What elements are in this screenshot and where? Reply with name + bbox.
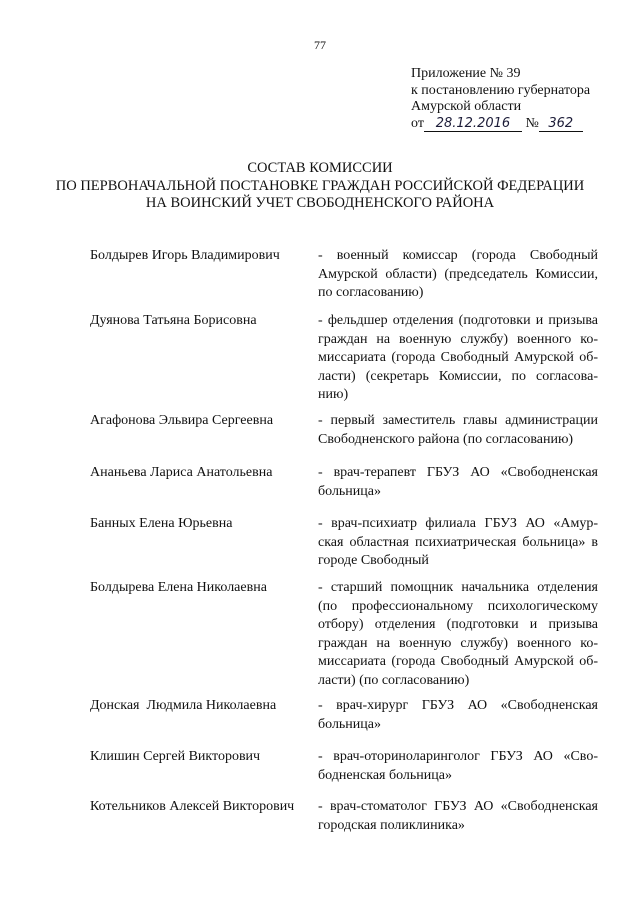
role-line: отбору) отделения (подготовки и призыва — [318, 617, 598, 632]
role-line: - фельдшер отделения (подготовки и призыва — [318, 313, 598, 328]
member-name: Болдырев Игорь Владимирович — [90, 248, 280, 263]
role-line: - старший помощник начальника отделения — [318, 580, 598, 595]
role-line: Свободненского района (по согласованию) — [318, 431, 574, 447]
role-line: городе Свободный — [318, 553, 429, 568]
member-role — [318, 412, 598, 449]
member-role — [318, 515, 598, 571]
annex-block — [411, 66, 590, 132]
role-line: (по профессиональному психологическому — [318, 598, 598, 614]
date-prefix: от — [411, 115, 424, 131]
member-name: Котельников Алексей Викторович — [90, 799, 295, 814]
member-name: Дуянова Татьяна Борисовна — [90, 313, 257, 328]
title-line-2: ПО ПЕРВОНАЧАЛЬНОЙ ПОСТАНОВКЕ ГРАЖДАН РОССИЙСКОЙ ФЕДЕРАЦИИ — [55, 177, 585, 194]
role-line: больница» — [318, 716, 381, 732]
role-line: миссариата (города Свободный Амурской об- — [318, 654, 598, 669]
number-prefix: № — [525, 115, 539, 131]
handwritten-number: 362 — [539, 117, 583, 132]
annex-region: Амурской области — [411, 99, 522, 114]
annex-title: Приложение № 39 — [411, 66, 521, 81]
role-line: граждан на военную службу) военного ко- — [318, 635, 598, 651]
member-role — [318, 748, 598, 785]
page-number: 77 — [314, 38, 326, 52]
role-line: граждан на военную службу) военного ко- — [318, 331, 598, 347]
title-line-3: НА ВОИНСКИЙ УЧЕТ СВОБОДНЕНСКОГО РАЙОНА — [145, 195, 495, 211]
role-line: - врач-терапевт ГБУЗ АО «Свободненская — [318, 465, 598, 480]
member-role — [318, 798, 598, 835]
role-line: ская областная психиатрическая больница» в — [318, 534, 598, 550]
role-line: ласти) (секретарь Комиссии, по согласова- — [318, 368, 598, 384]
role-line: по согласованию) — [318, 285, 424, 300]
role-line: - врач-хирург ГБУЗ АО «Свободненская — [318, 698, 598, 713]
member-name: Болдырева Елена Николаевна — [90, 580, 267, 595]
role-line: - врач-оториноларинголог ГБУЗ АО «Сво- — [318, 749, 598, 764]
member-role — [318, 247, 598, 303]
member-name: Донская Людмила Николаевна — [90, 698, 277, 713]
role-line: Амурской области) (председатель Комиссии, — [318, 266, 598, 282]
member-name: Агафонова Эльвира Сергеевна — [90, 413, 274, 428]
member-role — [318, 312, 598, 405]
document-title — [0, 160, 640, 213]
role-line: - первый заместитель главы администрации — [318, 413, 598, 428]
member-name: Клишин Сергей Викторович — [90, 749, 261, 764]
role-line: бодненская больница» — [318, 767, 452, 783]
role-line: - врач-стоматолог ГБУЗ АО «Свободненская — [318, 799, 598, 814]
role-line: миссариата (города Свободный Амурской об- — [318, 350, 598, 365]
member-name: Ананьева Лариса Анатольевна — [90, 465, 273, 480]
handwritten-date: 28.12.2016 — [424, 117, 522, 132]
role-line: больница» — [318, 483, 381, 499]
member-role — [318, 697, 598, 734]
title-line-1: СОСТАВ КОМИССИИ — [247, 160, 393, 176]
role-line: ласти) (по согласованию) — [318, 672, 470, 688]
role-line: - военный комиссар (города Свободный — [318, 248, 598, 263]
annex-decree: к постановлению губернатора — [411, 82, 591, 98]
member-name: Банных Елена Юрьевна — [90, 516, 233, 531]
role-line: - врач-психиатр филиала ГБУЗ АО «Амур- — [318, 516, 598, 531]
member-role — [318, 464, 598, 501]
role-line: нию) — [318, 387, 349, 402]
member-role — [318, 579, 598, 690]
annex-date-line — [411, 116, 590, 133]
role-line: городская поликлиника» — [318, 817, 465, 833]
